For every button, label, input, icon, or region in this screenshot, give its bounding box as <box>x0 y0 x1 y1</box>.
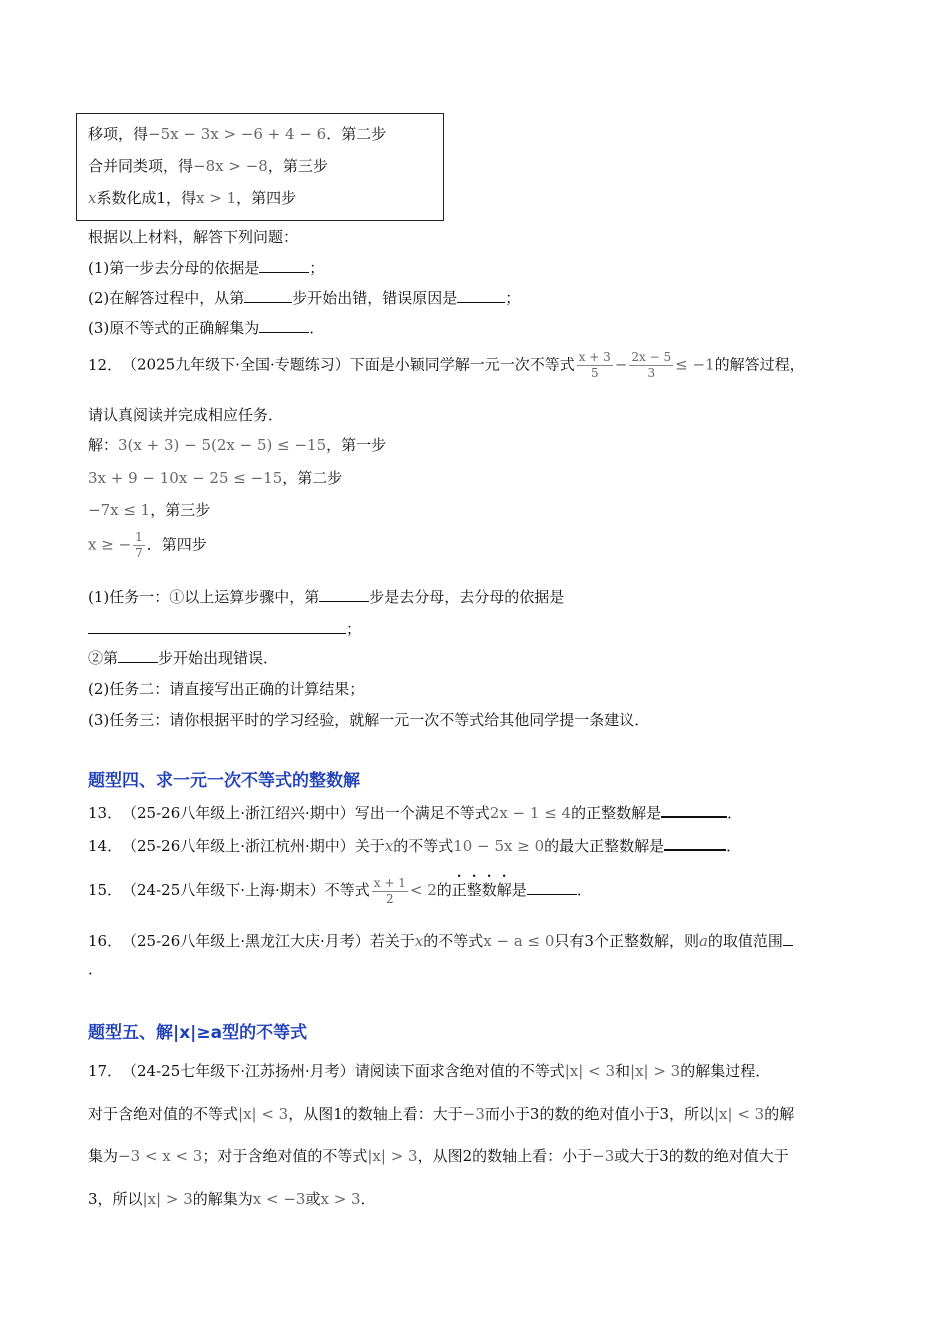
q12-task-1-part2: ②第 步开始出现错误． <box>88 649 279 667</box>
section-5-heading: 题型五、解|x|≥a型的不等式 <box>88 1023 308 1043</box>
answer-blank[interactable] <box>244 288 292 303</box>
q14: 14．（25-26八年级上·浙江杭州·期中）关于x的不等式10 − 5x ≥ 0的最大正整数解是 ． <box>88 837 742 855</box>
answer-blank[interactable] <box>88 619 346 634</box>
emphasis-dotted: 正整数解 <box>451 881 512 899</box>
q11-part1: (1)第一步去分母的依据是 ； <box>88 259 325 277</box>
q17-header: 17．（24-25七年级下·江苏扬州·月考）请阅读下面求含绝对值的不等式|x| < 3和|x| > 3的解集过程． <box>88 1062 771 1080</box>
q12-step-3: −7x ≤ 1，第三步 <box>88 501 211 519</box>
q17-para-1: 对于含绝对值的不等式|x| < 3，从图1的数轴上看：大于−3而小于3的数的绝对值小于3，所以|x| < 3的解 <box>88 1105 795 1123</box>
answer-blank[interactable] <box>319 587 369 602</box>
q16-end: ． <box>88 960 104 978</box>
answer-blank[interactable] <box>783 931 793 946</box>
q12-task-1-blank: ； <box>88 618 361 639</box>
q12-instruction: 请认真阅读并完成相应任务． <box>88 406 284 424</box>
q13: 13．（25-26八年级上·浙江绍兴·期中）写出一个满足不等式2x − 1 ≤ 4的正整数解是 ． <box>88 804 743 822</box>
box-line-1: 移项，得−5x − 3x > −6 + 4 − 6．第二步 <box>88 125 387 143</box>
answer-blank[interactable] <box>457 288 505 303</box>
q12-step-2: 3x + 9 − 10x − 25 ≤ −15，第二步 <box>88 469 343 487</box>
answer-blank[interactable] <box>259 318 309 333</box>
q11-part3: (3)原不等式的正确解集为 ． <box>88 319 325 337</box>
q11-intro: 根据以上材料，解答下列问题： <box>88 228 299 246</box>
q12-step-4: x ≥ − $\frac{1}{7}$ ．第四步 <box>88 530 207 560</box>
q17-para-2: 集为−3 < x < 3；对于含绝对值的不等式|x| > 3，从图2的数轴上看：小于−3或大于3的数的绝对值大于 <box>88 1147 789 1165</box>
q12-task-2: (2)任务二：请直接写出正确的计算结果； <box>88 680 365 698</box>
answer-blank[interactable] <box>661 802 727 818</box>
section-4-heading: 题型四、求一元一次不等式的整数解 <box>88 771 360 791</box>
answer-blank[interactable] <box>664 835 726 851</box>
q12-step-1: 解：3(x + 3) − 5(2x − 5) ≤ −15，第一步 <box>88 436 387 454</box>
q12-header: 12．（2025九年级下·全国·专题练习）下面是小颖同学解一元一次不等式 $\frac{x + 3}{5}$ − $\frac{2x - 5}{3}$ ≤ −1的解答过程， <box>88 350 805 380</box>
answer-blank[interactable] <box>118 648 158 663</box>
q17-para-3: 3，所以|x| > 3的解集为x < −3或x > 3． <box>88 1190 376 1208</box>
answer-blank[interactable] <box>259 258 309 273</box>
q15: 15．（24-25八年级下·上海·期末）不等式 $\frac{x + 1}{2}$ < 2的正整数解是 ． <box>88 875 592 906</box>
answer-blank[interactable] <box>527 880 577 895</box>
box-line-3: x系数化成1，得x > 1，第四步 <box>88 189 297 207</box>
q11-part2: (2)在解答过程中，从第 步开始出错，错误原因是 ； <box>88 289 521 307</box>
q16: 16．（25-26八年级上·黑龙江大庆·月考）若关于x的不等式x − a ≤ 0只有3个正整数解，则a的取值范围 <box>88 930 793 951</box>
q12-task-1: (1)任务一：①以上运算步骤中，第 步是去分母，去分母的依据是 <box>88 588 565 606</box>
box-line-2: 合并同类项，得−8x > −8，第三步 <box>88 157 328 175</box>
q12-task-3: (3)任务三：请你根据平时的学习经验，就解一元一次不等式给其他同学提一条建议． <box>88 711 650 729</box>
